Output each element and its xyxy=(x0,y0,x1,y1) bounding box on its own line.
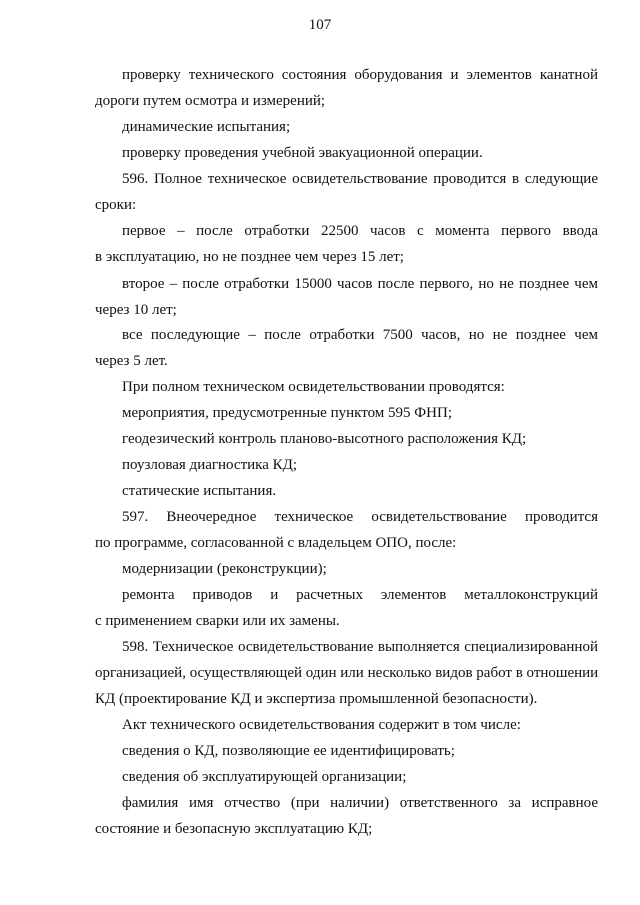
text-line: геодезический контроль планово-высотного расположения КД; xyxy=(122,431,527,447)
text-line: организацией, осуществляющей один или несколько видов работ в отношении xyxy=(95,665,599,681)
text-line: проверку проведения учебной эвакуационной операции. xyxy=(122,145,483,161)
text-line: дороги путем осмотра и измерений; xyxy=(95,93,326,109)
text-line: состояние и безопасную эксплуатацию КД; xyxy=(95,821,373,837)
text-line: в эксплуатацию, но не позднее чем через 15 лет; xyxy=(95,249,404,265)
text-line: поузловая диагностика КД; xyxy=(122,457,298,473)
text-line: проверку технического состояния оборудования и элементов канатной xyxy=(122,67,598,83)
text-line: сведения о КД, позволяющие ее идентифицировать; xyxy=(122,743,455,759)
text-line: через 10 лет; xyxy=(95,302,177,318)
text-line: модернизации (реконструкции); xyxy=(122,561,327,577)
text-line: динамические испытания; xyxy=(122,119,291,135)
text-line: мероприятия, предусмотренные пунктом 595 ФНП; xyxy=(122,405,452,421)
text-line: 597. Внеочередное техническое освидетельствование проводится xyxy=(122,509,598,525)
page-number: 107 xyxy=(308,17,332,33)
text-line: ремонта приводов и расчетных элементов металлоконструкций xyxy=(122,587,598,603)
text-line: статические испытания. xyxy=(122,483,277,499)
text-line: все последующие – после отработки 7500 часов, но не позднее чем xyxy=(122,327,598,343)
text-line: 598. Техническое освидетельствование выполняется специализированной xyxy=(122,639,598,655)
text-line: фамилия имя отчество (при наличии) ответственного за исправное xyxy=(122,795,598,811)
text-line: через 5 лет. xyxy=(95,353,168,369)
text-line: по программе, согласованной с владельцем ОПО, после: xyxy=(95,535,457,551)
text-line: КД (проектирование КД и экспертиза промышленной безопасности). xyxy=(95,691,538,707)
text-line: с применением сварки или их замены. xyxy=(95,613,340,629)
text-line: сроки: xyxy=(95,197,137,213)
text-line: При полном техническом освидетельствовании проводятся: xyxy=(122,379,505,395)
text-line: 596. Полное техническое освидетельствование проводится в следующие xyxy=(122,171,598,187)
text-line: сведения об эксплуатирующей организации; xyxy=(122,769,407,785)
text-line: второе – после отработки 15000 часов после первого, но не позднее чем xyxy=(122,276,598,292)
text-line: первое – после отработки 22500 часов с момента первого ввода xyxy=(122,223,598,239)
text-line: Акт технического освидетельствования содержит в том числе: xyxy=(122,717,521,733)
